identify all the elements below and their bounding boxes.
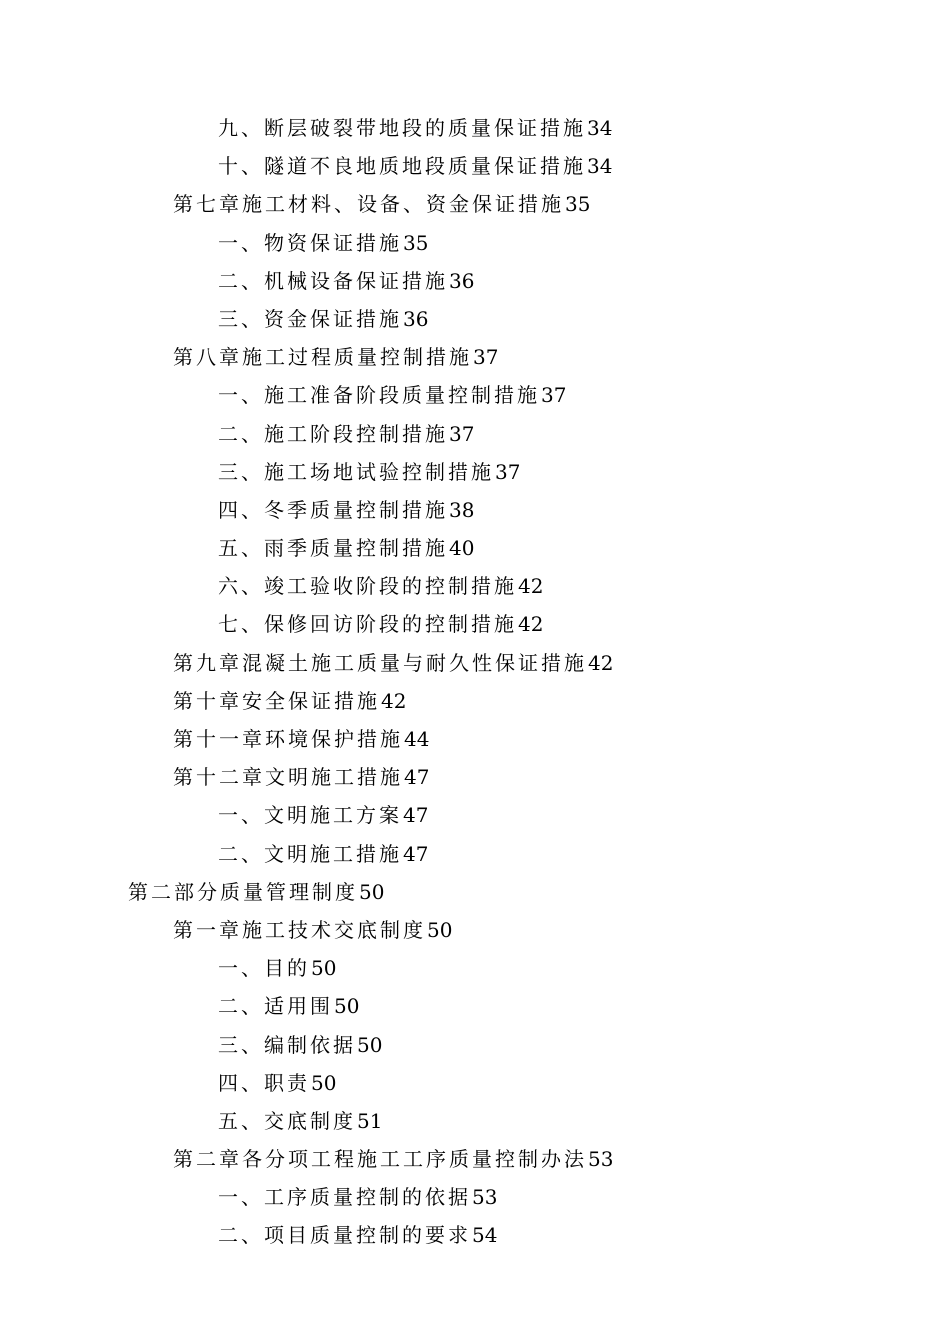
toc-entry-title: 一、施工准备阶段质量控制措施 bbox=[218, 383, 540, 408]
toc-chapter[interactable] bbox=[0, 338, 950, 376]
toc-entry-page: 54 bbox=[472, 1223, 498, 1248]
toc-entry[interactable] bbox=[0, 453, 950, 491]
toc-entry-page: 50 bbox=[357, 1032, 383, 1057]
toc-entry-page: 51 bbox=[357, 1108, 383, 1133]
toc-entry-page: 50 bbox=[427, 917, 453, 942]
toc-entry-page: 44 bbox=[404, 727, 430, 751]
toc-entry-page: 37 bbox=[495, 459, 521, 484]
toc-entry[interactable] bbox=[0, 147, 950, 185]
toc-entry[interactable] bbox=[0, 835, 950, 873]
toc-entry[interactable] bbox=[0, 987, 950, 1025]
toc-entry-page: 47 bbox=[403, 841, 429, 866]
toc-chapter[interactable] bbox=[0, 644, 950, 682]
toc-entry-title: 第十二章文明施工措施 bbox=[173, 765, 403, 790]
toc-entry-page: 36 bbox=[403, 306, 429, 331]
toc-entry-title: 第二部分质量管理制度 bbox=[128, 879, 358, 904]
toc-entry-page: 42 bbox=[588, 650, 614, 675]
toc-entry-title: 二、文明施工措施 bbox=[218, 841, 402, 866]
toc-entry-title: 第八章施工过程质量控制措施 bbox=[173, 345, 472, 370]
table-of-contents bbox=[0, 109, 950, 1255]
toc-entry-page: 50 bbox=[311, 956, 337, 981]
toc-entry[interactable] bbox=[0, 1178, 950, 1216]
toc-entry-page: 40 bbox=[449, 536, 475, 561]
toc-entry-title: 第十一章环境保护措施 bbox=[173, 727, 403, 751]
toc-entry-page: 37 bbox=[449, 421, 475, 446]
toc-entry-page: 53 bbox=[472, 1185, 498, 1210]
toc-entry-page: 35 bbox=[403, 230, 429, 255]
toc-entry-page: 47 bbox=[403, 803, 429, 828]
toc-entry[interactable] bbox=[0, 262, 950, 300]
toc-part[interactable] bbox=[0, 873, 950, 911]
toc-entry-title: 第二章各分项工程施工工序质量控制办法 bbox=[173, 1147, 587, 1172]
toc-entry-page: 42 bbox=[381, 688, 407, 713]
toc-entry[interactable] bbox=[0, 567, 950, 605]
toc-entry-title: 二、施工阶段控制措施 bbox=[218, 421, 448, 446]
toc-entry[interactable] bbox=[0, 605, 950, 643]
toc-entry[interactable] bbox=[0, 224, 950, 262]
toc-chapter[interactable] bbox=[0, 911, 950, 949]
toc-entry-title: 九、断层破裂带地段的质量保证措施 bbox=[218, 116, 586, 140]
toc-entry-title: 五、雨季质量控制措施 bbox=[218, 536, 448, 561]
toc-entry[interactable] bbox=[0, 796, 950, 834]
toc-chapter[interactable] bbox=[0, 720, 950, 758]
toc-entry-page: 47 bbox=[404, 765, 430, 790]
toc-entry-title: 三、编制依据 bbox=[218, 1032, 356, 1057]
toc-entry-title: 二、适用围 bbox=[218, 994, 333, 1019]
toc-entry-title: 十、隧道不良地质地段质量保证措施 bbox=[218, 154, 586, 179]
toc-entry-page: 34 bbox=[587, 116, 613, 140]
toc-entry-page: 38 bbox=[449, 497, 475, 522]
toc-entry[interactable] bbox=[0, 1216, 950, 1254]
toc-entry[interactable] bbox=[0, 300, 950, 338]
toc-entry[interactable] bbox=[0, 1026, 950, 1064]
toc-entry-title: 六、竣工验收阶段的控制措施 bbox=[218, 574, 517, 599]
toc-chapter[interactable] bbox=[0, 185, 950, 223]
toc-entry-page: 37 bbox=[473, 345, 499, 370]
toc-entry-title: 第九章混凝土施工质量与耐久性保证措施 bbox=[173, 650, 587, 675]
toc-entry[interactable] bbox=[0, 1064, 950, 1102]
toc-entry[interactable] bbox=[0, 529, 950, 567]
toc-entry-title: 三、施工场地试验控制措施 bbox=[218, 459, 494, 484]
toc-entry-page: 50 bbox=[334, 994, 360, 1019]
toc-entry[interactable] bbox=[0, 109, 950, 147]
toc-entry-page: 42 bbox=[518, 612, 544, 637]
toc-entry[interactable] bbox=[0, 376, 950, 414]
toc-entry-page: 34 bbox=[587, 154, 613, 179]
toc-entry-page: 53 bbox=[588, 1147, 614, 1172]
toc-entry[interactable] bbox=[0, 491, 950, 529]
toc-entry-title: 一、文明施工方案 bbox=[218, 803, 402, 828]
toc-entry-title: 五、交底制度 bbox=[218, 1108, 356, 1133]
toc-entry-title: 第一章施工技术交底制度 bbox=[173, 917, 426, 942]
toc-entry-page: 50 bbox=[359, 879, 385, 904]
toc-entry-title: 二、项目质量控制的要求 bbox=[218, 1223, 471, 1248]
toc-entry-title: 一、目的 bbox=[218, 956, 310, 981]
toc-entry[interactable] bbox=[0, 415, 950, 453]
toc-entry-title: 第七章施工材料、设备、资金保证措施 bbox=[173, 192, 564, 217]
toc-entry-page: 50 bbox=[311, 1070, 337, 1095]
toc-entry-page: 36 bbox=[449, 268, 475, 293]
toc-entry-title: 一、工序质量控制的依据 bbox=[218, 1185, 471, 1210]
toc-entry[interactable] bbox=[0, 1102, 950, 1140]
toc-chapter[interactable] bbox=[0, 1140, 950, 1178]
toc-chapter[interactable] bbox=[0, 682, 950, 720]
toc-entry-title: 一、物资保证措施 bbox=[218, 230, 402, 255]
toc-entry[interactable] bbox=[0, 949, 950, 987]
toc-entry-title: 三、资金保证措施 bbox=[218, 306, 402, 331]
toc-entry-title: 四、冬季质量控制措施 bbox=[218, 497, 448, 522]
toc-entry-title: 七、保修回访阶段的控制措施 bbox=[218, 612, 517, 637]
toc-entry-title: 四、职责 bbox=[218, 1070, 310, 1095]
toc-entry-page: 42 bbox=[518, 574, 544, 599]
toc-entry-title: 第十章安全保证措施 bbox=[173, 688, 380, 713]
toc-entry-page: 35 bbox=[565, 192, 591, 217]
toc-entry-title: 二、机械设备保证措施 bbox=[218, 268, 448, 293]
toc-chapter[interactable] bbox=[0, 758, 950, 796]
toc-entry-page: 37 bbox=[541, 383, 567, 408]
